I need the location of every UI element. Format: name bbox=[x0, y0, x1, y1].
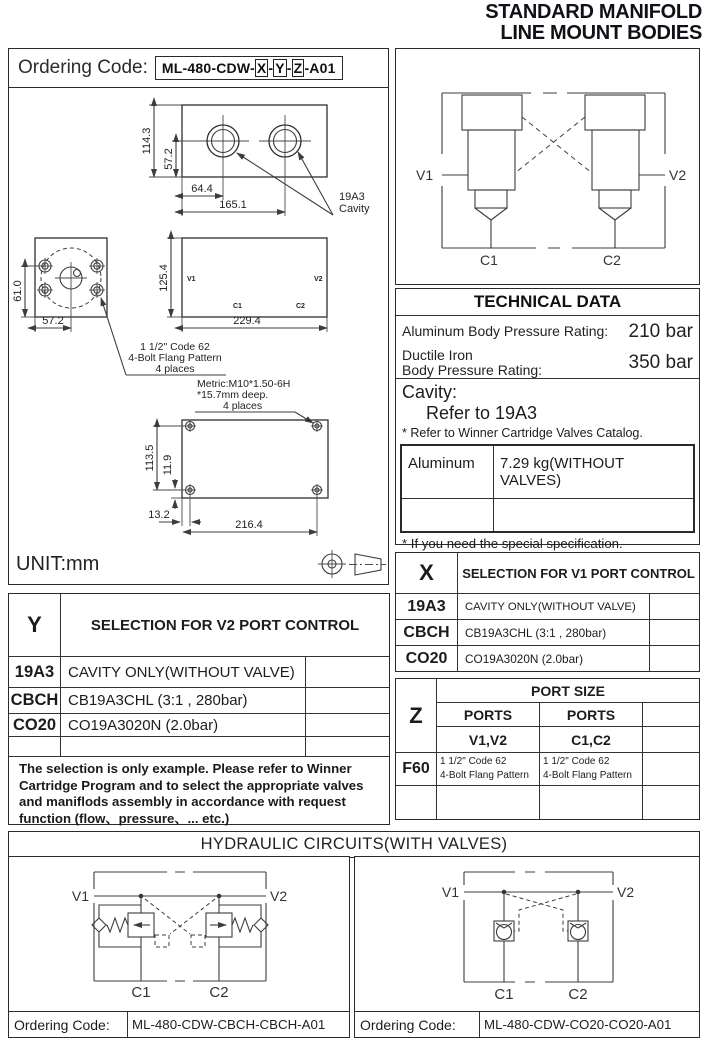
weight-empty-cell2 bbox=[494, 499, 693, 531]
manifold-schematic-panel bbox=[395, 48, 700, 285]
port-size-table bbox=[395, 678, 700, 820]
flange-note-line1: 1 1/2" Code 62 bbox=[140, 341, 210, 353]
row-desc: CAVITY ONLY(WITHOUT VALVE) bbox=[465, 600, 636, 613]
row-desc: CB19A3CHL (3:1 , 280bar) bbox=[68, 692, 248, 709]
dim-229-4: 229.4 bbox=[233, 315, 261, 327]
circuit-left-port-v1: V1 bbox=[71, 888, 89, 904]
front-view-port-c1: C1 bbox=[233, 303, 242, 310]
row-code: 19A3 bbox=[396, 594, 458, 619]
hydraulic-circuits-header bbox=[8, 831, 700, 858]
port-size-title: PORT SIZE bbox=[437, 679, 699, 703]
selection-note: The selection is only example. Please refer to Winner Cartridge Program and to select the appropriate valves and maniflods assembly in accordance with request function (flow、pressure、... etc.) bbox=[9, 756, 389, 824]
row-empty-cell bbox=[305, 688, 389, 713]
f60-c-line2: 4-Bolt Flang Pattern bbox=[543, 770, 632, 781]
dimension-drawings-panel bbox=[8, 48, 389, 585]
row-code: CBCH bbox=[9, 688, 61, 713]
row-desc: CO19A3020N (2.0bar) bbox=[465, 651, 584, 666]
circuit-left-port-c2: C2 bbox=[209, 984, 229, 1001]
end-view-drawing bbox=[12, 238, 226, 375]
dim-113-5: 113.5 bbox=[144, 444, 156, 472]
weight-row bbox=[402, 446, 693, 498]
port-size-code: Z bbox=[396, 679, 437, 753]
row-desc-empty bbox=[61, 737, 305, 756]
z-empty-row-c1 bbox=[396, 786, 437, 819]
weight-empty-cell1 bbox=[402, 499, 494, 531]
front-view-port-v2: V2 bbox=[314, 276, 323, 283]
ductile-rating-row bbox=[396, 347, 699, 378]
cavity-callout-line1: 19A3 bbox=[339, 191, 365, 203]
dim-165-1: 165.1 bbox=[219, 199, 247, 211]
code-prefix: ML-480-CDW- bbox=[161, 60, 255, 76]
f60-code: F60 bbox=[396, 753, 437, 786]
ports-header-empty bbox=[643, 703, 699, 727]
aluminum-rating-label: Aluminum Body Pressure Rating: bbox=[402, 323, 609, 339]
aluminum-rating-value: 210 bar bbox=[628, 320, 693, 342]
document-title-line1: STANDARD MANIFOLD bbox=[485, 1, 702, 23]
ordering-row-cbch bbox=[9, 1011, 349, 1037]
row-desc: CAVITY ONLY(WITHOUT VALVE) bbox=[68, 663, 295, 681]
row-empty-cell bbox=[305, 714, 389, 736]
row-empty-cell bbox=[649, 594, 699, 619]
f60-v-line1: 1 1/2" Code 62 bbox=[440, 756, 507, 767]
ordering-label: Ordering Code: bbox=[9, 1012, 128, 1037]
dim-11-9: 11.9 bbox=[162, 454, 174, 476]
top-view-drawing bbox=[141, 105, 370, 216]
front-view-drawing bbox=[158, 238, 327, 332]
ductile-rating-label bbox=[402, 348, 629, 378]
dim-64-4: 64.4 bbox=[191, 183, 213, 195]
schematic-port-v2: V2 bbox=[669, 167, 687, 183]
pilot-cross-lines bbox=[506, 894, 576, 931]
row-code: 19A3 bbox=[9, 657, 61, 687]
circuit-cbch-diagram bbox=[9, 857, 347, 1009]
selection-y-empty-row bbox=[9, 737, 389, 756]
front-view-port-c2: C2 bbox=[296, 303, 305, 310]
schematic-pilot-cross-lines bbox=[515, 117, 592, 173]
row-code-empty bbox=[9, 737, 61, 756]
row-desc: CB19A3CHL (3:1 , 280bar) bbox=[465, 625, 607, 640]
thread-note-line2: *15.7mm deep. bbox=[197, 389, 269, 401]
dim-61-0: 61.0 bbox=[12, 280, 24, 302]
circuit-right-port-c1: C1 bbox=[494, 986, 514, 1003]
pilot-check-valve-right bbox=[568, 892, 588, 982]
dimension-drawings bbox=[9, 88, 386, 582]
document-title-line2: LINE MOUNT BODIES bbox=[500, 22, 702, 44]
circuit-left-port-c1: C1 bbox=[131, 984, 151, 1001]
f60-v-line2: 4-Bolt Flang Pattern bbox=[440, 770, 529, 781]
ordering-code-co20: ML-480-CDW-CO20-CO20-A01 bbox=[484, 1017, 672, 1032]
f60-empty-cell bbox=[643, 753, 699, 786]
schematic-right-cartridge bbox=[585, 95, 665, 248]
ordering-code-label: Ordering Code: bbox=[18, 57, 148, 78]
cavity-callout-line2: Cavity bbox=[339, 203, 370, 215]
row-code: CO20 bbox=[396, 646, 458, 671]
manifold-schematic bbox=[396, 49, 697, 282]
ordering-label: Ordering Code: bbox=[355, 1012, 480, 1037]
circuit-cbch-panel bbox=[8, 856, 350, 1038]
row-empty-cell bbox=[649, 620, 699, 645]
ductile-label-line2: Body Pressure Rating: bbox=[402, 361, 543, 378]
unit-label: UNIT:mm bbox=[16, 553, 100, 575]
row-empty-cell bbox=[305, 657, 389, 687]
ordering-code-value: ML-480-CDW- X - Y - Z -A01 bbox=[155, 56, 343, 80]
selection-x-code: X bbox=[396, 553, 458, 593]
z-empty-row-c2 bbox=[437, 786, 540, 819]
cavity-label: Cavity: bbox=[402, 382, 458, 402]
hydraulic-circuits-title: HYDRAULIC CIRCUITS(WITH VALVES) bbox=[200, 835, 508, 853]
circuit-right-port-v2: V2 bbox=[617, 884, 635, 900]
ordering-row-co20 bbox=[355, 1011, 699, 1037]
pilot-check-valve-left bbox=[494, 892, 514, 982]
schematic-boundary bbox=[442, 93, 665, 248]
selection-x-row-co20 bbox=[396, 646, 699, 671]
f60-v-cell bbox=[437, 753, 540, 786]
ports-header-v: PORTS bbox=[437, 703, 540, 727]
circuit-left-port-v2: V2 bbox=[270, 888, 288, 904]
dim-13-2: 13.2 bbox=[148, 509, 170, 521]
f60-c-cell bbox=[540, 753, 643, 786]
thread-note-line3: 4 places bbox=[223, 400, 263, 412]
aluminum-rating-row bbox=[396, 316, 699, 347]
footnote-line1: * If you need the special specification. bbox=[402, 536, 623, 551]
selection-y-row-cbch bbox=[9, 688, 389, 714]
bottom-view-drawing bbox=[144, 378, 328, 536]
selection-y-code: Y bbox=[9, 594, 61, 656]
dim-57-2-top: 57.2 bbox=[163, 148, 175, 170]
circuit-co20-diagram bbox=[355, 857, 697, 1009]
selection-y-header bbox=[9, 594, 389, 657]
circuit-boundary bbox=[464, 872, 613, 982]
selection-x-row-cbch bbox=[396, 620, 699, 646]
selection-x-row-19a3 bbox=[396, 594, 699, 620]
circuit-right-port-c2: C2 bbox=[568, 986, 588, 1003]
row-desc: CO19A3020N (2.0bar) bbox=[68, 716, 219, 734]
pilot-cross-lines bbox=[145, 899, 215, 934]
weight-table bbox=[400, 444, 695, 533]
ordering-code-cbch: ML-480-CDW-CBCH-CBCH-A01 bbox=[132, 1017, 326, 1032]
weight-empty-row bbox=[402, 498, 693, 531]
flange-note-line3: 4 places bbox=[155, 363, 195, 375]
flange-note-line2: 4-Bolt Flang Pattern bbox=[128, 352, 222, 364]
ports-row-empty bbox=[643, 727, 699, 753]
cavity-block bbox=[396, 378, 699, 442]
selection-x-table bbox=[395, 552, 700, 672]
ordering-code-header bbox=[9, 49, 388, 88]
dim-216-4: 216.4 bbox=[235, 519, 263, 531]
front-view-port-v1: V1 bbox=[187, 276, 196, 283]
code-x-box: X bbox=[256, 60, 267, 76]
weight-value: 7.29 kg(WITHOUT VALVES) bbox=[500, 455, 624, 489]
schematic-port-c1: C1 bbox=[480, 252, 498, 268]
dim-125-4: 125.4 bbox=[158, 264, 170, 292]
weight-material: Aluminum bbox=[402, 446, 494, 498]
mounting-holes bbox=[184, 420, 323, 496]
row-code: CBCH bbox=[396, 620, 458, 645]
cavity-value: Refer to 19A3 bbox=[426, 403, 538, 423]
technical-data-panel bbox=[395, 288, 700, 551]
code-suffix: -A01 bbox=[304, 60, 336, 76]
schematic-left-cartridge bbox=[442, 95, 522, 248]
selection-y-row-co20 bbox=[9, 714, 389, 737]
v-ports-cell: V1,V2 bbox=[437, 727, 540, 753]
circuit-co20-panel bbox=[354, 856, 700, 1038]
selection-y-row-19a3 bbox=[9, 657, 389, 688]
f60-c-line1: 1 1/2" Code 62 bbox=[543, 756, 610, 767]
circuit-right-port-v1: V1 bbox=[441, 884, 459, 900]
c-ports-cell: C1,C2 bbox=[540, 727, 643, 753]
ductile-label-line1: Ductile Iron bbox=[402, 346, 473, 363]
code-y-box: Y bbox=[275, 60, 285, 76]
schematic-port-v1: V1 bbox=[416, 167, 434, 183]
ductile-rating-value: 350 bar bbox=[628, 351, 693, 373]
technical-data-title: TECHNICAL DATA bbox=[396, 289, 699, 316]
ports-header-c: PORTS bbox=[540, 703, 643, 727]
document-title bbox=[485, 2, 702, 44]
selection-y-table bbox=[8, 593, 390, 825]
row-empty-cell bbox=[305, 737, 389, 756]
selection-x-title: SELECTION FOR V1 PORT CONTROL bbox=[462, 565, 695, 581]
dim-57-2-end: 57.2 bbox=[42, 315, 64, 327]
dim-114-3: 114.3 bbox=[141, 127, 153, 155]
schematic-port-c2: C2 bbox=[603, 252, 621, 268]
cavity-note: * Refer to Winner Cartridge Valves Catalog. bbox=[402, 426, 643, 440]
code-z-box: Z bbox=[293, 60, 303, 76]
selection-x-header bbox=[396, 553, 699, 594]
selection-y-title: SELECTION FOR V2 PORT CONTROL bbox=[90, 616, 360, 634]
row-code: CO20 bbox=[9, 714, 61, 736]
third-angle-projection-symbol bbox=[318, 550, 386, 578]
row-empty-cell bbox=[649, 646, 699, 671]
thread-note-line1: Metric:M10*1.50-6H bbox=[197, 378, 291, 390]
z-empty-row-c3 bbox=[540, 786, 643, 819]
z-empty-row-c4 bbox=[643, 786, 699, 819]
